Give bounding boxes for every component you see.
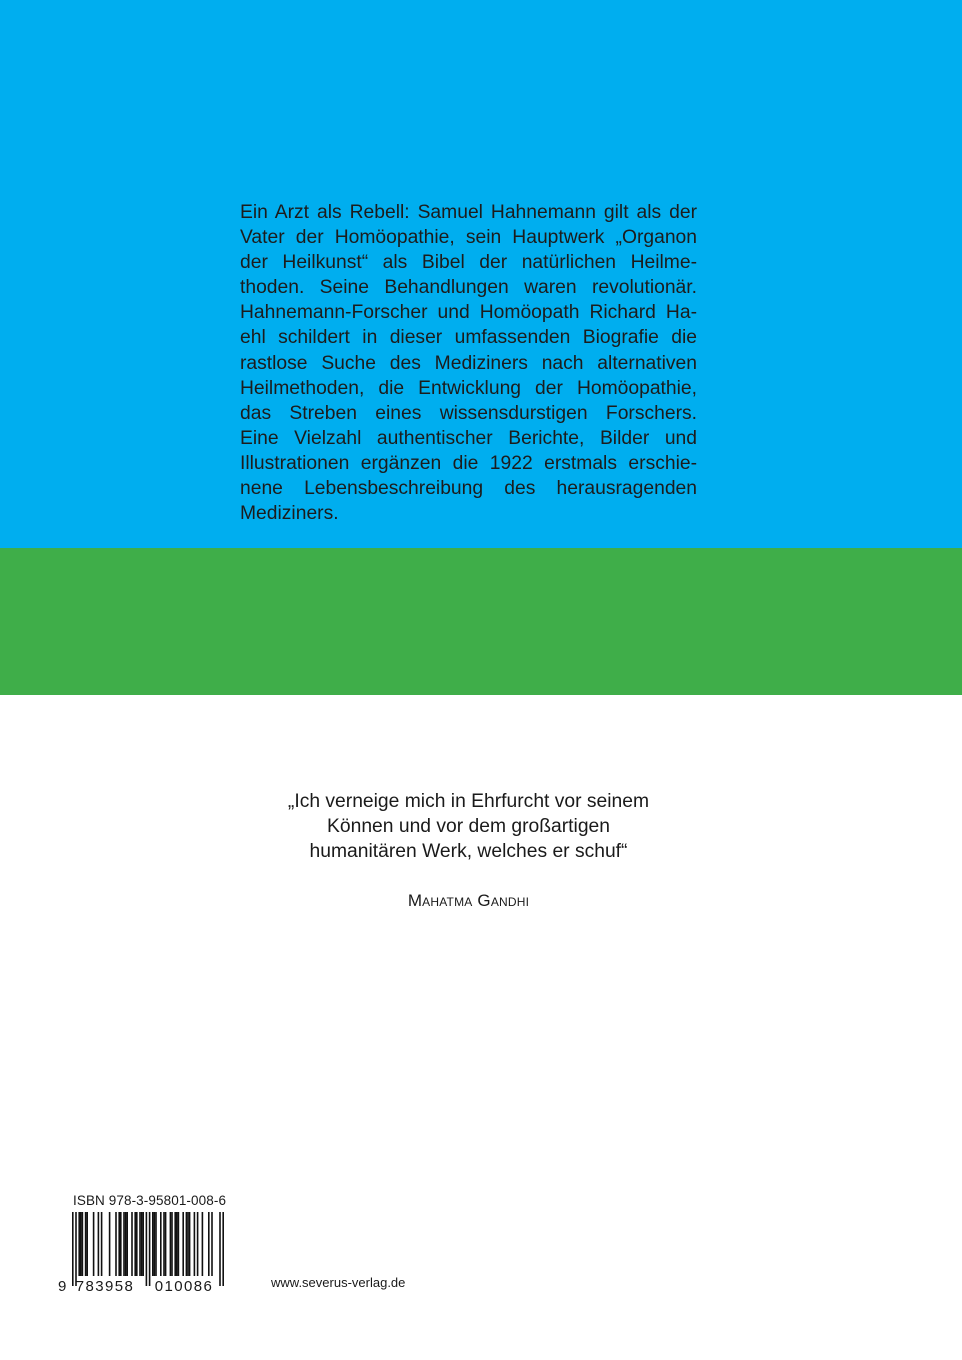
barcode-bar [219,1212,221,1286]
barcode-bar [123,1212,125,1276]
barcode-bar [141,1212,143,1276]
barcode-bar [170,1212,172,1276]
blurb-line: Illustrationen ergänzen die 1922 erstmals erschie- [240,452,697,474]
blurb-line: thoden. Seine Behandlungen waren revolutionär. [240,277,697,299]
quote-line: humanitären Werk, welches er schuf“ [309,841,628,862]
barcode-bar [136,1212,138,1276]
barcode-bar [98,1212,100,1276]
barcode-graphic [58,1212,230,1298]
barcode-bar [93,1212,95,1276]
barcode-bar [86,1212,88,1276]
barcode-bar [155,1212,157,1276]
blurb-line: der Heilkunst“ als Bibel der natürlichen Heilme- [240,252,697,274]
barcode-bar [142,1212,144,1276]
gandhi-quote [0,789,937,864]
barcode-bar [194,1212,196,1276]
blurb-line: Heilmethoden, die Entwicklung der Homöopathie, [240,377,697,399]
barcode-bar [163,1212,165,1276]
barcode-bar [118,1212,120,1276]
barcode-bar [202,1212,204,1276]
barcode-bar [120,1212,122,1276]
quote-author: Mahatma Gandhi [407,891,530,910]
barcode-bar [78,1212,80,1276]
blurb-line: Eine Vielzahl authentischer Berichte, Bilder und [240,427,697,449]
blurb-line: Vater der Homöopathie, sein Hauptwerk „Organon [240,227,697,249]
barcode-bar [101,1212,103,1276]
barcode-bar [152,1212,154,1276]
barcode-bar [149,1212,151,1286]
barcode-bar [176,1212,178,1276]
barcode-bar [139,1212,141,1276]
blurb-line: ehl schildert in dieser umfassenden Biografie die [240,327,697,349]
barcode-bar [82,1212,84,1276]
barcode-bar [222,1212,224,1286]
barcode-bars [72,1212,224,1286]
barcode-bar [72,1212,74,1286]
blurb-line: Hahnemann-Forscher und Homöopath Richard Ha- [240,302,697,324]
blurb-line: nene Lebensbeschreibung des herausragenden [240,478,697,500]
barcode-right-digits: 010086 [154,1278,214,1295]
barcode-bar [208,1212,210,1276]
quote-line: „Ich verneige mich in Ehrfurcht vor seinem [287,791,650,812]
blurb-line: rastlose Suche des Mediziners nach alternativen [240,352,697,374]
barcode-bar [182,1212,184,1276]
barcode-bar [186,1212,188,1276]
barcode-bar [165,1212,167,1276]
blurb-line: das Streben eines wissensdurstigen Forschers. [240,402,697,424]
barcode-bar [125,1212,127,1276]
middle-color-band [0,548,962,695]
blurb-line: Mediziners. [240,503,339,525]
quote-line: Können und vor dem großartigen [327,816,610,837]
barcode-bar [80,1212,82,1276]
barcode-bar [115,1212,117,1276]
barcode-bar [109,1212,111,1276]
barcode-bar [160,1212,162,1276]
barcode-bar [85,1212,87,1276]
publisher-website[interactable]: www.severus-verlag.de [271,1275,406,1290]
barcode-bar [189,1212,191,1276]
book-blurb [240,200,697,526]
isbn-barcode [58,1212,230,1298]
barcode-bar [174,1212,176,1276]
barcode-bar [146,1212,148,1286]
barcode-bar [75,1212,77,1286]
barcode-first-digit: 9 [58,1278,67,1295]
barcode-bar [134,1212,136,1276]
barcode-bar [187,1212,189,1276]
barcode-left-digits: 783958 [75,1278,135,1295]
barcode-bar [197,1212,199,1276]
barcode-bar [178,1212,180,1276]
blurb-line: Ein Arzt als Rebell: Samuel Hahnemann gilt als der [240,202,697,223]
isbn-label: ISBN 978-3-95801-008-6 [73,1193,227,1208]
barcode-bar [126,1212,128,1276]
barcode-bar [131,1212,133,1276]
barcode-bar [154,1212,156,1276]
barcode-bar [171,1212,173,1276]
barcode-bar [211,1212,213,1276]
